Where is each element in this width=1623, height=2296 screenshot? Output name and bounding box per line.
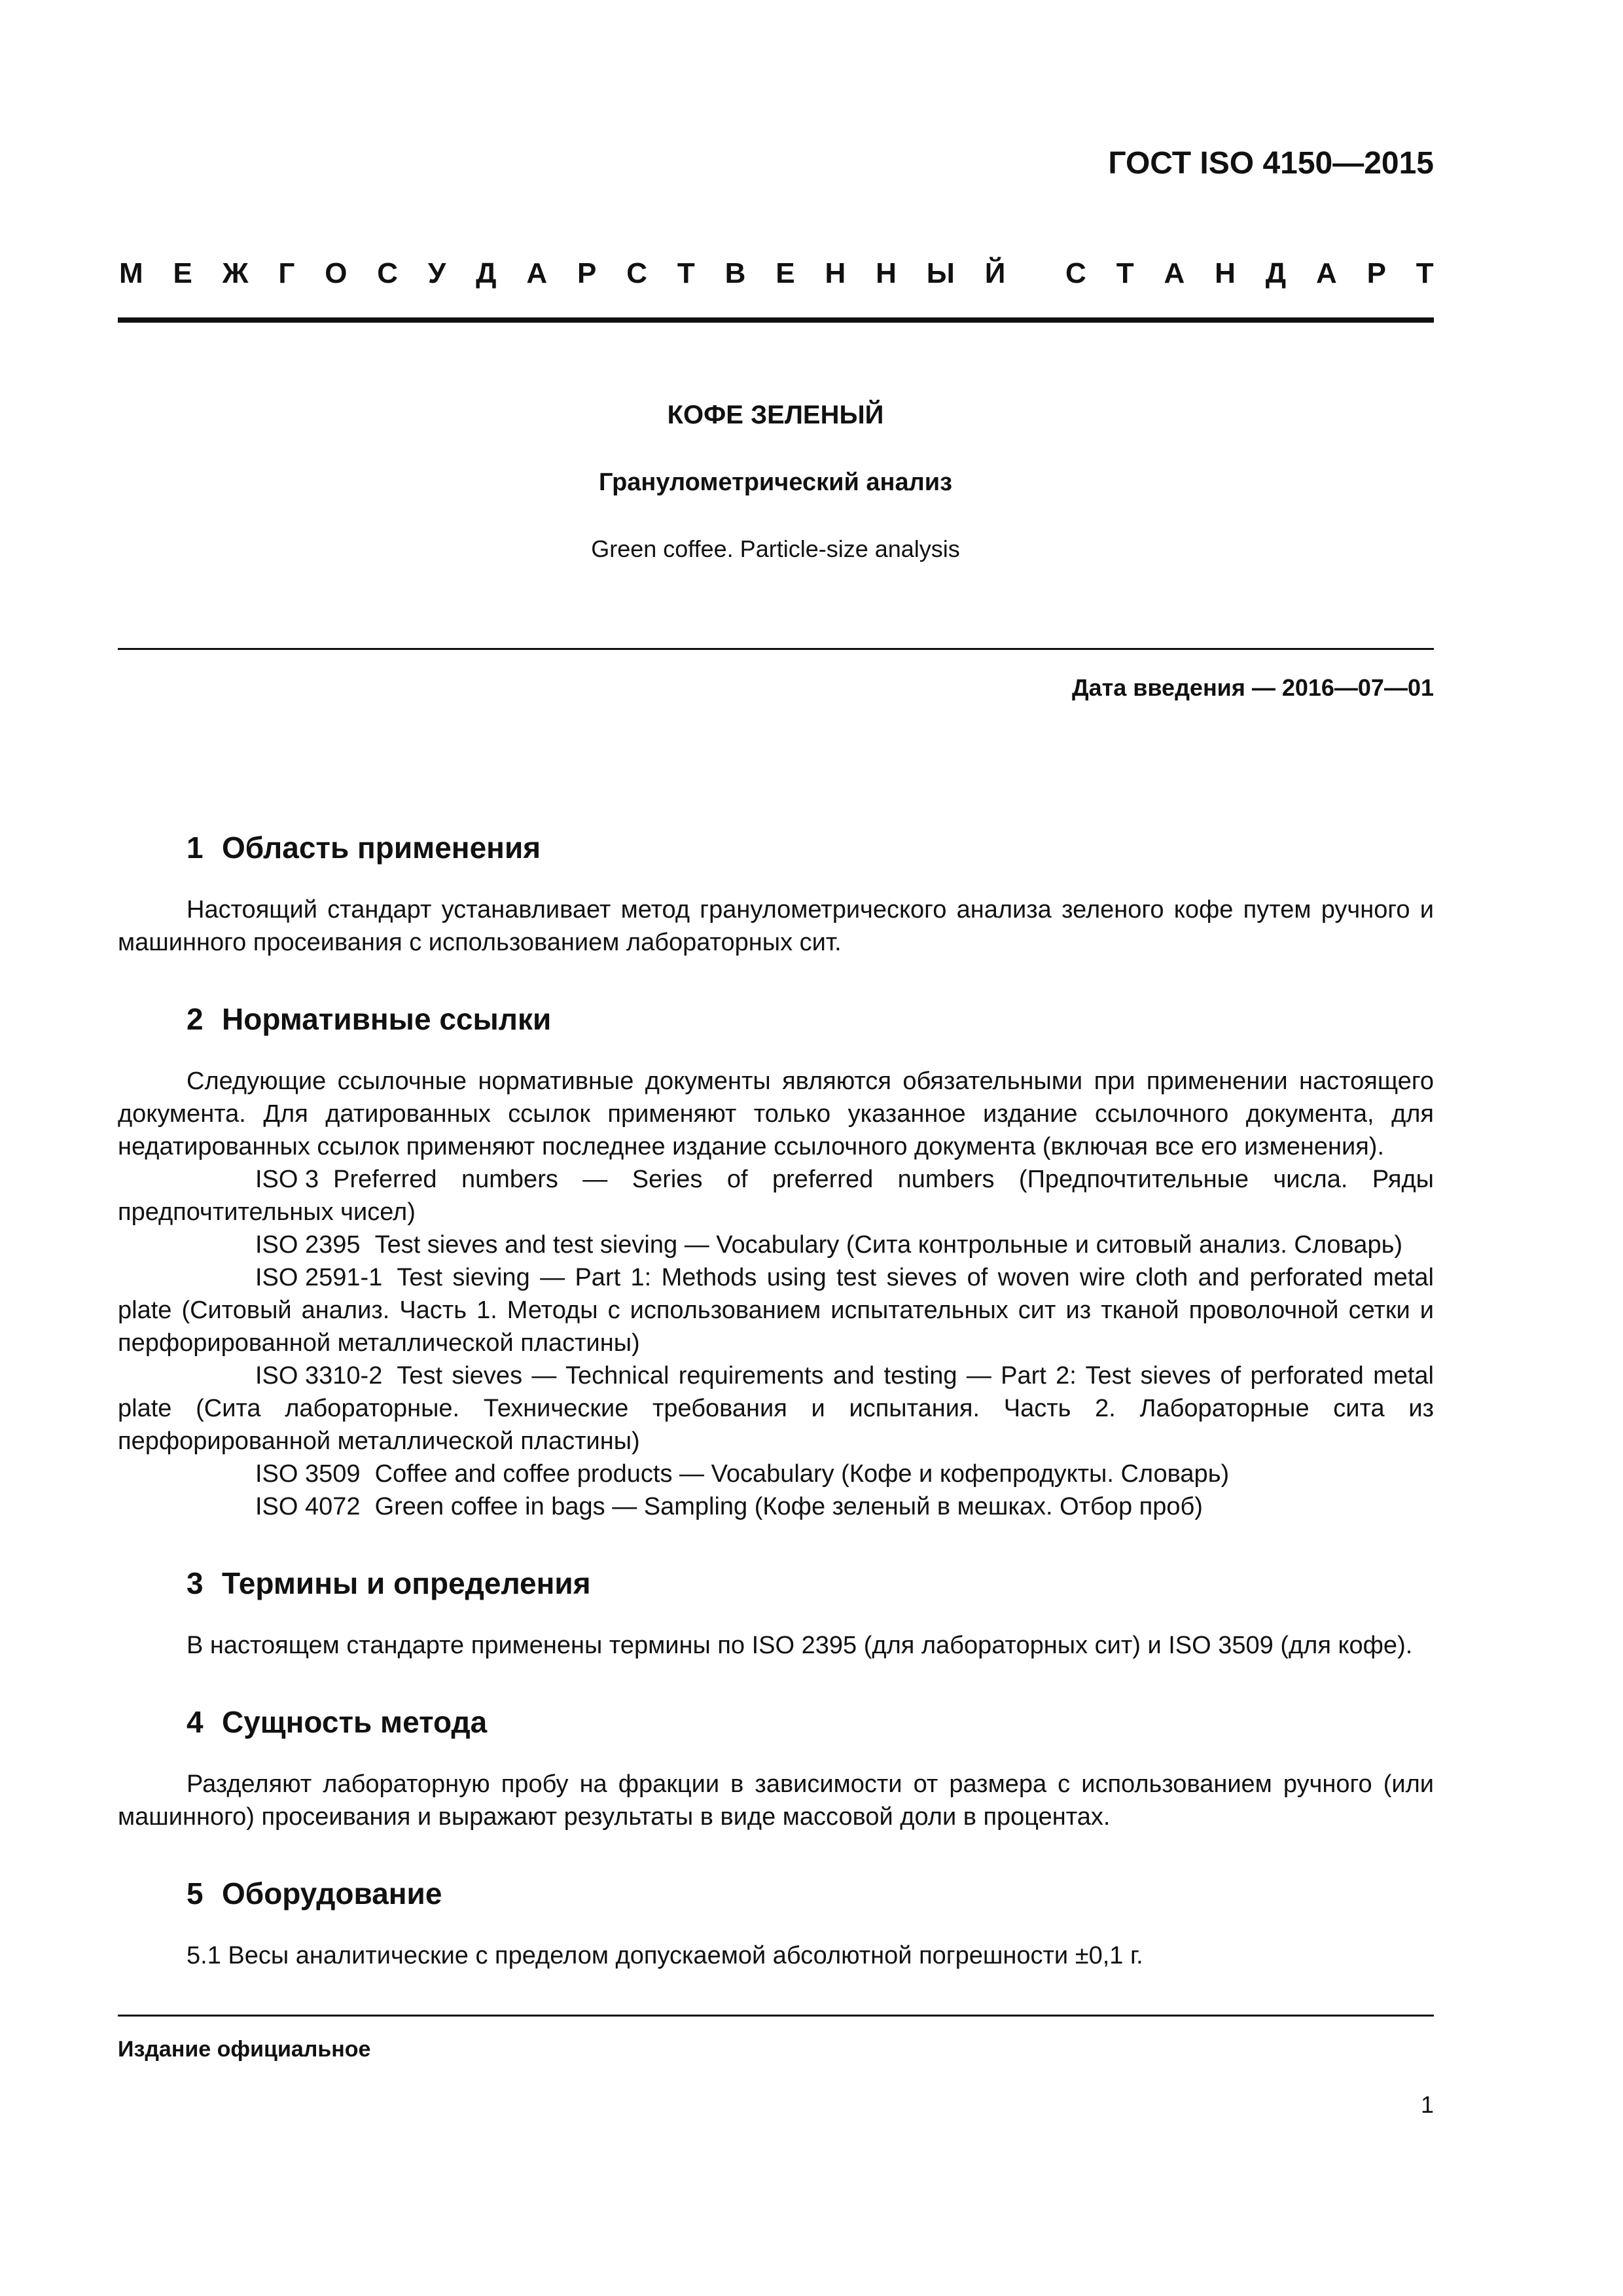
section-terms	[118, 1564, 1434, 1662]
section-number: 4	[187, 1705, 204, 1739]
section-apparatus	[118, 1874, 1434, 1972]
section-heading	[187, 1874, 1434, 1913]
section-heading	[187, 1564, 1434, 1603]
document-body	[118, 828, 1434, 2013]
standard-type-letter: Г	[278, 257, 295, 289]
reference-code: ISO 3310-2	[255, 1362, 383, 1390]
reference-item	[118, 1261, 1434, 1359]
section-principle	[118, 1702, 1434, 1833]
standard-type-letter: А	[1315, 257, 1337, 289]
standard-type-letter: Й	[984, 257, 1006, 289]
section-number: 2	[187, 1002, 204, 1036]
standard-type-letter: Н	[1215, 257, 1236, 289]
reference-text: Green coffee in bags — Sampling (Кофе зеленый в мешках. Отбор проб)	[374, 1493, 1203, 1520]
section-number: 5	[187, 1876, 204, 1910]
section-title: Оборудование	[222, 1876, 442, 1910]
standard-type-letter: Ж	[222, 257, 249, 289]
reference-code: ISO 4072	[255, 1493, 361, 1520]
standard-type-letter: Т	[1116, 257, 1134, 289]
reference-code: ISO 2591-1	[255, 1264, 383, 1291]
standard-type-letter: С	[377, 257, 399, 289]
standard-type	[119, 254, 1434, 293]
section-heading	[187, 999, 1434, 1039]
standard-type-letter: Д	[476, 257, 497, 289]
section-title: Нормативные ссылки	[222, 1002, 552, 1036]
english-title: Green coffee. Particle-size analysis	[591, 535, 960, 562]
intro-date: Дата введения — 2016—07—01	[1071, 674, 1434, 701]
section-scope	[118, 828, 1434, 959]
reference-text: Test sieves — Technical requirements and testing — Part 2: Test sieves of perforated metal plate (Сита лабораторные. Технические требования и испытания. Часть 2. Лабораторные сита из перфорированной металлической пластины)	[118, 1362, 1434, 1455]
reference-code: ISO 3	[255, 1166, 319, 1193]
section-heading	[187, 828, 1434, 867]
edition-label: Издание официальное	[118, 2037, 371, 2062]
reference-text: Coffee and coffee products — Vocabulary (Кофе и кофепродукты. Словарь)	[374, 1460, 1230, 1488]
section-title: Термины и определения	[222, 1566, 591, 1600]
document-title: КОФЕ ЗЕЛЕНЫЙ	[667, 401, 884, 429]
reference-item	[118, 1359, 1434, 1458]
standard-type-letter: А	[526, 257, 548, 289]
standard-type-letter: Р	[577, 257, 597, 289]
standard-type-letter: Р	[1366, 257, 1386, 289]
reference-code: ISO 3509	[255, 1460, 361, 1488]
reference-item	[118, 1458, 1434, 1490]
section-title: Сущность метода	[222, 1705, 488, 1739]
section-number: 1	[187, 831, 204, 865]
standard-type-letter: С	[1065, 257, 1086, 289]
footer-divider	[118, 2015, 1434, 2017]
standard-type-letter: О	[325, 257, 348, 289]
section-heading	[187, 1702, 1434, 1742]
section-text: 5.1 Весы аналитические с пределом допускаемой абсолютной погрешности ±0,1 г.	[187, 1942, 1143, 1969]
standard-type-letter: Д	[1265, 257, 1287, 289]
reference-item	[118, 1163, 1434, 1229]
standard-type-letter: С	[626, 257, 648, 289]
standard-type-letter: Е	[776, 257, 795, 289]
section-normative-references	[118, 999, 1434, 1523]
document-subtitle: Гранулометрический анализ	[598, 469, 953, 496]
section-text: Настоящий стандарт устанавливает метод гранулометрического анализа зеленого кофе путем ручного и машинного просеивания с использованием лабораторных сит.	[118, 896, 1434, 956]
section-text: Разделяют лабораторную пробу на фракции в зависимости от размера с использованием ручного (или машинного) просеивания и выражают результаты в виде массовой доли в процентах.	[118, 1770, 1434, 1831]
reference-item	[118, 1490, 1434, 1523]
standard-type-letter: Е	[173, 257, 192, 289]
standard-type-letter: У	[427, 257, 446, 289]
section-text: Следующие ссылочные нормативные документы являются обязательными при применении настоящего документа. Для датированных ссылок применяют только указанное издание ссылочного документа, для недатированных ссылок применяют последнее издание ссылочного документа (включая все его изменения).	[118, 1067, 1434, 1160]
title-divider	[118, 648, 1434, 650]
section-number: 3	[187, 1566, 204, 1600]
standard-type-letter: М	[119, 257, 143, 289]
header-divider	[118, 317, 1434, 323]
standard-type-letter: Т	[1416, 257, 1434, 289]
reference-text: Test sieving — Part 1: Methods using test sieves of woven wire cloth and perforated metal plate (Ситовый анализ. Часть 1. Методы с использованием испытательных сит из тканой проволочной сетки и перфорированной металлической пластины)	[118, 1264, 1434, 1357]
standard-type-letter: Н	[825, 257, 846, 289]
section-text: В настоящем стандарте применены термины по ISO 2395 (для лабораторных сит) и ISO 3509 (для кофе).	[187, 1632, 1413, 1659]
standard-type-letter: Н	[876, 257, 897, 289]
reference-item	[118, 1229, 1434, 1261]
page-number: 1	[1420, 2091, 1434, 2118]
reference-text: Test sieves and test sieving — Vocabulary (Сита контрольные и ситовый анализ. Словарь)	[374, 1231, 1403, 1259]
reference-code: ISO 2395	[255, 1231, 361, 1259]
standard-type-letter: Ы	[926, 257, 955, 289]
standard-type-letter: В	[724, 257, 746, 289]
standard-type-letter: Т	[677, 257, 695, 289]
reference-text: Preferred numbers — Series of preferred numbers (Предпочтительные числа. Ряды предпочтительных чисел)	[118, 1166, 1434, 1226]
section-title: Область применения	[222, 831, 541, 865]
standard-number: ГОСТ ISO 4150—2015	[1108, 146, 1434, 181]
standard-type-letter: А	[1164, 257, 1185, 289]
